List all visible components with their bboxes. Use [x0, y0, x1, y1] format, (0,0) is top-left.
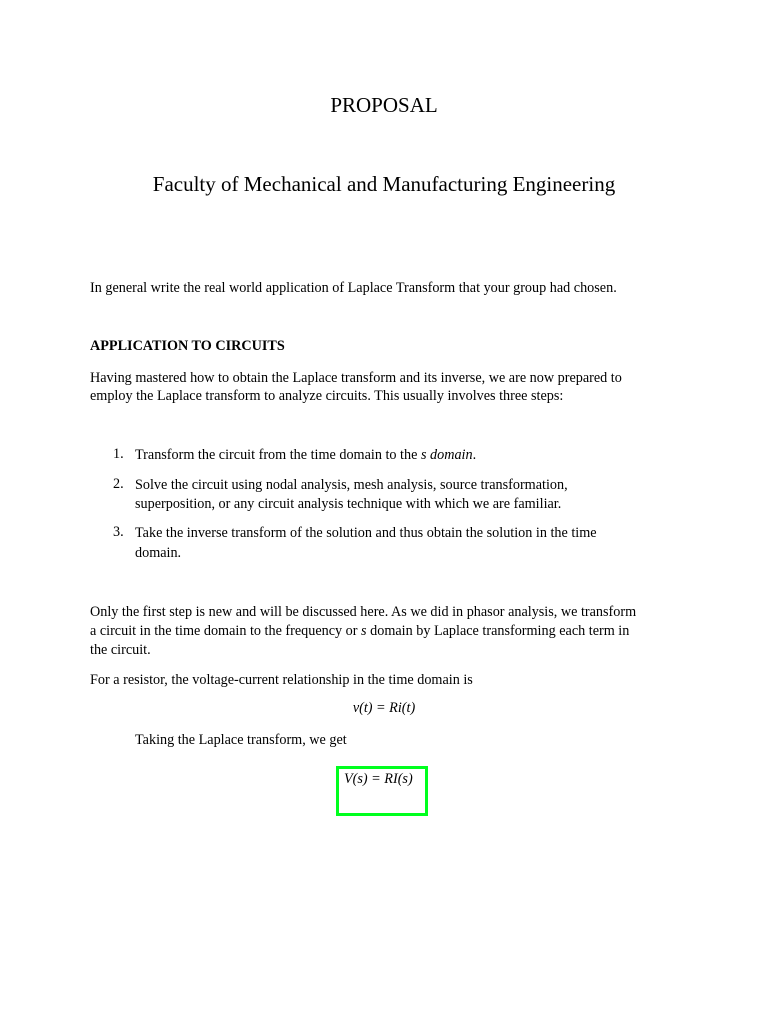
- list-item-text: superposition, or any circuit analysis technique with which we are familiar.: [135, 496, 562, 512]
- paragraph-line: the circuit.: [90, 642, 151, 658]
- list-item-text-part: .: [472, 447, 477, 463]
- list-number: 1.: [113, 446, 124, 462]
- list-item-text: Take the inverse transform of the solution and thus obtain the solution in the time: [135, 525, 597, 541]
- faculty-heading: Faculty of Mechanical and Manufacturing Engineering: [152, 172, 616, 196]
- document-title: PROPOSAL: [330, 93, 438, 117]
- s-domain-emphasis: s domain: [420, 447, 473, 463]
- list-item-text: domain.: [135, 545, 182, 561]
- list-item-text-part: Transform the circuit from the time domain to the: [135, 447, 421, 463]
- intro-paragraph: In general write the real world application of Laplace Transform that your group had chosen.: [90, 280, 617, 296]
- paragraph-line: employ the Laplace transform to analyze circuits. This usually involves three steps:: [90, 388, 564, 404]
- paragraph-line: Having mastered how to obtain the Laplace transform and its inverse, we are now prepared to: [90, 370, 622, 386]
- paragraph-4: Taking the Laplace transform, we get: [135, 732, 347, 748]
- paragraph-3: For a resistor, the voltage-current relationship in the time domain is: [90, 672, 473, 688]
- list-item-text: Solve the circuit using nodal analysis, mesh analysis, source transformation,: [135, 477, 568, 493]
- highlight-box: [336, 766, 428, 816]
- section-heading: APPLICATION TO CIRCUITS: [90, 338, 285, 354]
- equation-s-domain: V(s) = RI(s): [344, 771, 413, 787]
- list-item-text: [135, 446, 476, 465]
- list-number: 3.: [113, 524, 124, 540]
- paragraph-text-part: a circuit in the time domain to the frequency or: [90, 623, 362, 639]
- paragraph-line: [90, 622, 629, 641]
- list-number: 2.: [113, 476, 124, 492]
- paragraph-text-part: domain by Laplace transforming each term in: [366, 623, 630, 639]
- equation-time-domain: v(t) = Ri(t): [352, 700, 416, 716]
- s-emphasis: s: [361, 623, 367, 639]
- paragraph-line: Only the first step is new and will be discussed here. As we did in phasor analysis, we transform: [90, 604, 637, 620]
